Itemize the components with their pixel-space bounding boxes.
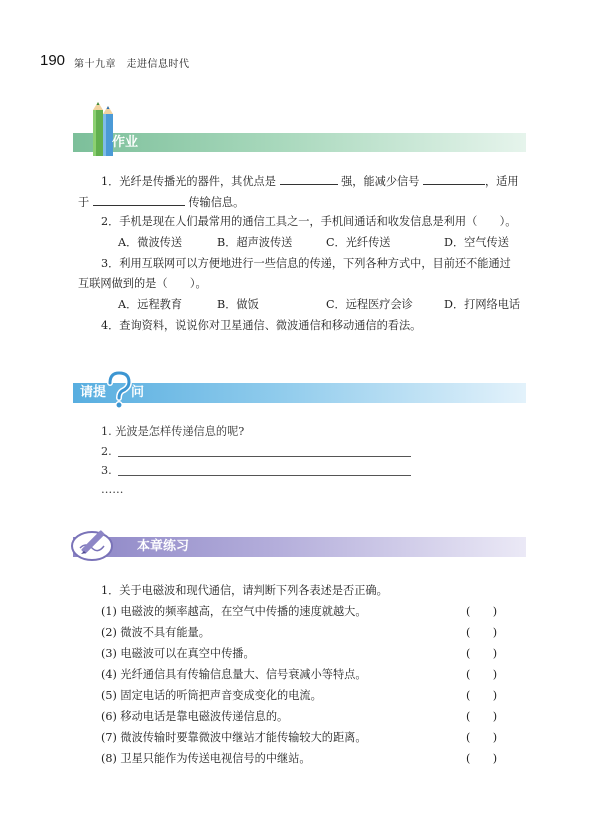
ask-title-right: 问 <box>131 385 145 400</box>
homework-q3-line1: 3．利用互联网可以方便地进行一些信息的传递，下列各种方式中，目前还不能通过 <box>101 257 511 270</box>
exercise-item-7: (7) 微波传输时要靠微波中继站才能传输较大的距离。 <box>101 731 367 744</box>
exercise-title: 本章练习 <box>137 539 190 554</box>
ask-q2-number: 2. <box>101 445 112 458</box>
exercise-item-5: (5) 固定电话的听筒把声音变成变化的电流。 <box>101 689 322 702</box>
exercise-item-3: (3) 电磁波可以在真空中传播。 <box>101 647 255 660</box>
q1-blank-1[interactable] <box>280 173 338 185</box>
exercise-answer-6[interactable]: ( ) <box>466 710 498 723</box>
exercise-answer-3[interactable]: ( ) <box>466 647 498 660</box>
exercise-answer-2[interactable]: ( ) <box>466 626 498 639</box>
q3-option-a[interactable]: A．远程教育 <box>118 298 183 311</box>
q2-option-d[interactable]: D．空气传送 <box>444 236 509 249</box>
pen-and-paper-icon <box>70 524 118 564</box>
homework-q2: 2．手机是现在人们最常用的通信工具之一，手机间通话和收发信息是利用（ ）。 <box>101 215 517 228</box>
exercise-item-2: (2) 微波不具有能量。 <box>101 626 210 639</box>
q1-text-e: 传输信息。 <box>188 196 245 209</box>
homework-q1-line1 <box>101 173 519 190</box>
q3-option-c[interactable]: C．远程医疗会诊 <box>326 298 413 311</box>
exercise-item-1: (1) 电磁波的频率越高，在空气中传播的速度就越大。 <box>101 605 367 618</box>
ask-title-left: 请提 <box>80 385 107 400</box>
q3-option-d[interactable]: D．打网络电话 <box>444 298 521 311</box>
page-number: 190 <box>40 52 66 69</box>
q1-text-d: 于 <box>78 196 90 209</box>
homework-q1-line2 <box>78 194 244 211</box>
exercise-answer-1[interactable]: ( ) <box>466 605 498 618</box>
ask-q1: 1. 光波是怎样传递信息的呢? <box>101 425 245 438</box>
exercise-item-8: (8) 卫星只能作为传送电视信号的中继站。 <box>101 752 311 765</box>
q1-blank-2[interactable] <box>423 173 485 185</box>
ask-q2-answer-line[interactable] <box>118 456 411 457</box>
q1-text-a: 1．光纤是传播光的器件，其优点是 <box>101 175 276 188</box>
q3-option-b[interactable]: B．做饭 <box>217 298 259 311</box>
q1-text-b: 强，能减少信号 <box>341 175 420 188</box>
homework-q4: 4．查询资料，说说你对卫星通信、微波通信和移动通信的看法。 <box>101 319 422 332</box>
homework-title: 作业 <box>112 135 139 150</box>
homework-header-bar <box>73 133 526 152</box>
ask-ellipsis: …… <box>101 483 124 496</box>
exercise-answer-4[interactable]: ( ) <box>466 668 498 681</box>
exercise-answer-7[interactable]: ( ) <box>466 731 498 744</box>
exercise-intro: 1．关于电磁波和现代通信，请判断下列各表述是否正确。 <box>101 584 388 597</box>
q2-option-b[interactable]: B．超声波传送 <box>217 236 293 249</box>
exercise-item-4: (4) 光纤通信具有传输信息量大、信号衰减小等特点。 <box>101 668 367 681</box>
chapter-title: 第十九章 走进信息时代 <box>74 59 190 70</box>
question-mark-icon <box>104 371 134 411</box>
exercise-answer-8[interactable]: ( ) <box>466 752 498 765</box>
homework-q3-line2: 互联网做到的是（ ）。 <box>78 277 207 290</box>
q1-blank-3[interactable] <box>93 194 185 206</box>
q2-option-a[interactable]: A．微波传送 <box>118 236 183 249</box>
q2-option-c[interactable]: C．光纤传送 <box>326 236 391 249</box>
ask-q3-answer-line[interactable] <box>118 475 411 476</box>
q1-text-c: ，适用 <box>484 175 519 188</box>
exercise-item-6: (6) 移动电话是靠电磁波传递信息的。 <box>101 710 289 723</box>
ask-q3-number: 3. <box>101 464 112 477</box>
exercise-answer-5[interactable]: ( ) <box>466 689 498 702</box>
